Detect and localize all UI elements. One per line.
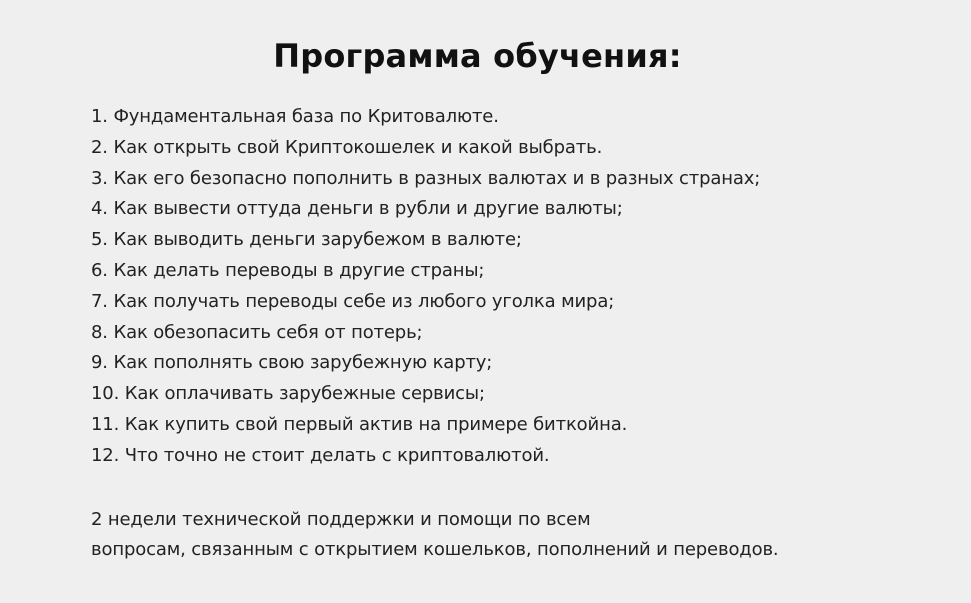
program-item: 8. Как обезопасить себя от потерь;	[91, 321, 423, 343]
program-item: 12. Что точно не стоит делать с криптовалютой.	[91, 444, 550, 466]
program-item: 10. Как оплачивать зарубежные сервисы;	[91, 383, 485, 405]
program-list	[91, 102, 760, 472]
program-item: 1. Фундаментальная база по Критовалюте.	[91, 106, 499, 127]
program-item: 9. Как пополнять свою зарубежную карту;	[91, 352, 493, 374]
program-item: 3. Как его безопасно пополнить в разных валютах и в разных странах;	[91, 167, 761, 189]
program-item: 6. Как делать переводы в другие страны;	[91, 259, 485, 281]
program-item: 5. Как выводить деньги зарубежом в валюте;	[91, 229, 522, 251]
support-line: 2 недели технической поддержки и помощи по всем	[91, 509, 591, 530]
program-item: 2. Как открыть свой Криптокошелек и какой выбрать.	[91, 136, 603, 158]
program-item: 11. Как купить свой первый актив на примере биткойна.	[91, 413, 628, 435]
program-item: 4. Как вывести оттуда деньги в рубли и другие валюты;	[91, 198, 623, 220]
support-paragraph	[91, 505, 779, 565]
support-line: вопросам, связанным с открытием кошельков, пополнений и переводов.	[91, 539, 779, 560]
program-item: 7. Как получать переводы себе из любого уголка мира;	[91, 290, 615, 312]
page-title: Программа обучения:	[273, 37, 682, 75]
